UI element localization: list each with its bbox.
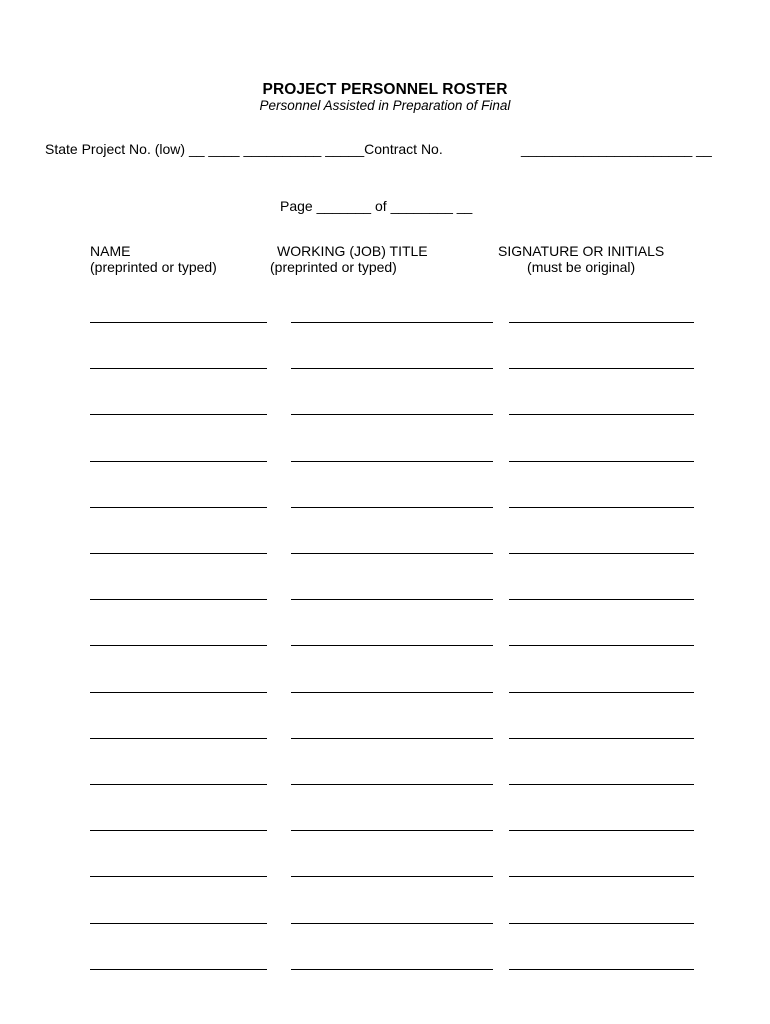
title-line[interactable] (291, 738, 493, 739)
title-line[interactable] (291, 414, 493, 415)
signature-line[interactable] (509, 830, 694, 831)
name-line[interactable] (90, 830, 267, 831)
page-number-field[interactable]: _______ (316, 198, 372, 214)
signature-line[interactable] (509, 507, 694, 508)
signature-line[interactable] (509, 368, 694, 369)
name-line[interactable] (90, 553, 267, 554)
title-line[interactable] (291, 692, 493, 693)
name-line[interactable] (90, 876, 267, 877)
signature-line[interactable] (509, 876, 694, 877)
signature-line[interactable] (509, 461, 694, 462)
signature-line[interactable] (509, 645, 694, 646)
title-line[interactable] (291, 553, 493, 554)
signature-heading: SIGNATURE OR INITIALS (498, 243, 665, 259)
page-total-field[interactable]: ________ __ (390, 198, 473, 214)
name-note: (preprinted or typed) (90, 259, 217, 275)
contract-field[interactable]: ______________________ __ (521, 141, 712, 157)
form-subtitle: Personnel Assisted in Preparation of Final (259, 98, 511, 113)
signature-line[interactable] (509, 414, 694, 415)
of-label: of (375, 198, 387, 214)
title-line[interactable] (291, 599, 493, 600)
signature-line[interactable] (509, 969, 694, 970)
signature-line[interactable] (509, 738, 694, 739)
name-line[interactable] (90, 645, 267, 646)
signature-line[interactable] (509, 692, 694, 693)
title-line[interactable] (291, 461, 493, 462)
title-line[interactable] (291, 507, 493, 508)
name-line[interactable] (90, 507, 267, 508)
title-line[interactable] (291, 784, 493, 785)
state-project-field[interactable]: __ ____ __________ _____ (188, 141, 365, 157)
name-line[interactable] (90, 599, 267, 600)
title-line[interactable] (291, 876, 493, 877)
title-line[interactable] (291, 322, 493, 323)
name-line[interactable] (90, 414, 267, 415)
name-line[interactable] (90, 923, 267, 924)
title-heading: WORKING (JOB) TITLE (277, 243, 428, 259)
state-project-label: State Project No. (low) (45, 141, 186, 157)
signature-note: (must be original) (527, 259, 636, 275)
signature-line[interactable] (509, 923, 694, 924)
signature-line[interactable] (509, 322, 694, 323)
name-line[interactable] (90, 368, 267, 369)
page-label: Page (280, 198, 313, 214)
name-line[interactable] (90, 322, 267, 323)
title-line[interactable] (291, 923, 493, 924)
form-title: PROJECT PERSONNEL ROSTER (262, 81, 508, 98)
title-line[interactable] (291, 830, 493, 831)
contract-label: Contract No. (364, 141, 443, 157)
name-line[interactable] (90, 692, 267, 693)
signature-line[interactable] (509, 599, 694, 600)
title-line[interactable] (291, 969, 493, 970)
name-heading: NAME (90, 243, 131, 259)
name-line[interactable] (90, 784, 267, 785)
name-line[interactable] (90, 461, 267, 462)
title-line[interactable] (291, 368, 493, 369)
signature-line[interactable] (509, 784, 694, 785)
title-line[interactable] (291, 645, 493, 646)
signature-line[interactable] (509, 553, 694, 554)
title-note: (preprinted or typed) (270, 259, 397, 275)
name-line[interactable] (90, 738, 267, 739)
name-line[interactable] (90, 969, 267, 970)
